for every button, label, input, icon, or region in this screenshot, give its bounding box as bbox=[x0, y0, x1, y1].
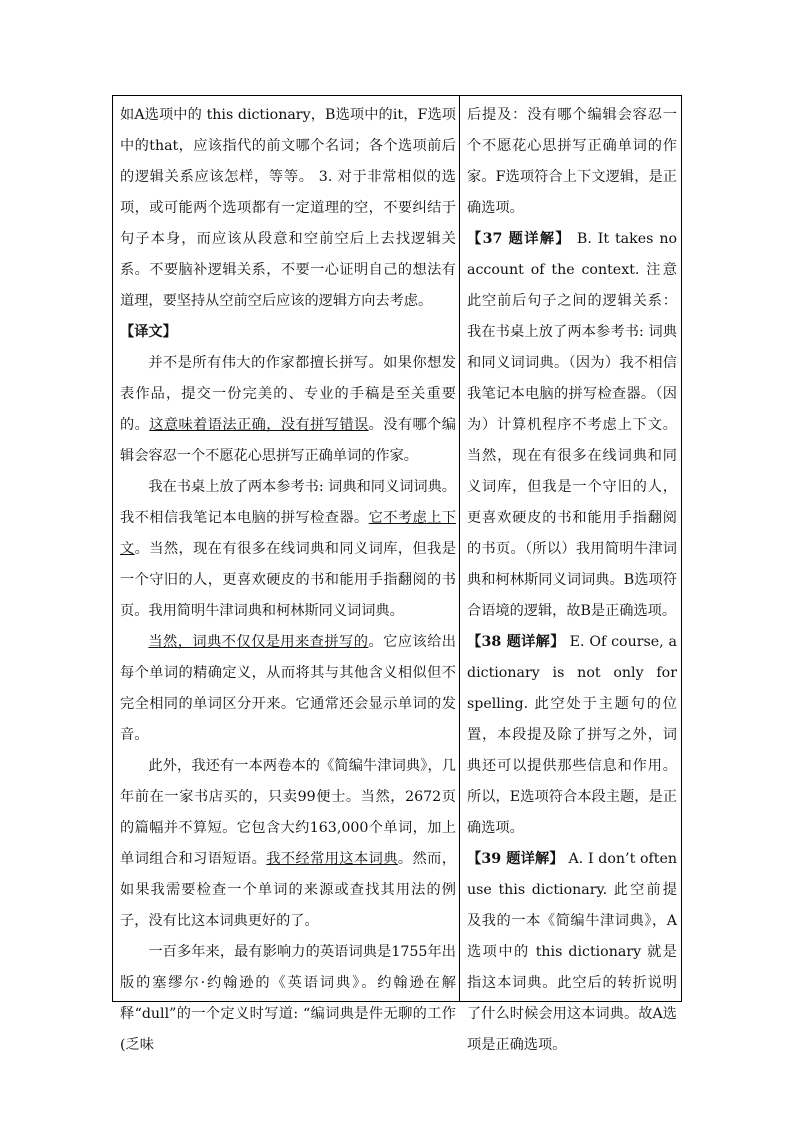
right-column bbox=[460, 96, 681, 1053]
q36-tail: 后提及：没有哪个编辑会容忍一个不愿花心思拼写正确单词的作家。F选项符合上下文逻辑，是正确选项。 bbox=[467, 107, 677, 216]
underlined-answer-37: 它不考虑上下文 bbox=[120, 510, 456, 557]
translation-heading: 【译文】 bbox=[120, 324, 177, 340]
translation-para-2: 我在书桌上放了两本参考书: 词典和同义词词典。我不相信我笔记本电脑的拼写检查器。它不考虑上下文。当然，现在有很多在线词典和同义词库，但我是一个守旧的人，更喜欢硬皮的书和能用手指翻阅的书页。我用简明牛津词典和柯林斯同义词词典。 bbox=[120, 479, 456, 619]
q38-explanation: 【38 题详解】 E. Of course, a dictionary is not only for spelling. 此空处于主题句的位置，本段提及除了拼写之外，词典还可以提供那些信息和作用。所以，E选项符合本段主题，是正确选项。 bbox=[467, 634, 678, 836]
content-table bbox=[112, 95, 682, 1053]
q38-heading: 【38 题详解】 bbox=[467, 634, 565, 650]
q37-explanation: 【37 题详解】 B. It takes no account of the context. 注意此空前后句子之间的逻辑关系：我在书桌上放了两本参考书: 词典和同义词词典。（因为）我不相信我笔记本电脑的拼写检查器。（因为）计算机程序不考虑上下文。当然，现在有很多在线词典和同义词库，但我是一个守旧的人，更喜欢硬皮的书和能用手指翻阅的书页。（所以）我用简明牛津词典和柯林斯同义词词典。B选项符合语境的逻辑，故B是正确选项。 bbox=[467, 231, 677, 619]
underlined-answer-36: 这意味着语法正确，没有拼写错误 bbox=[149, 417, 369, 433]
translation-para-5: 一百多年来，最有影响力的英语词典是1755年出版的塞缪尔·约翰逊的《英语词典》。约翰逊在解释“dull”的一个定义时写道: “编词典是件无聊的工作(乏味 bbox=[120, 944, 456, 1053]
translation-para-4: 此外，我还有一本两卷本的《简编牛津词典》，几年前在一家书店买的，只卖99便士。当然，2672页的篇幅并不算短。它包含大约163,000个单词，加上单词组合和习语短语。我不经常用这本词典。然而，如果我需要检查一个单词的来源或查找其用法的例子，没有比这本词典更好的了。 bbox=[120, 758, 456, 929]
translation-para-3: 当然，词典不仅仅是用来查拼写的。它应该给出每个单词的精确定义，从而将其与其他含义相似但不完全相同的单词区分开来。它通常还会显示单词的发音。 bbox=[120, 634, 456, 743]
left-column bbox=[113, 96, 460, 1053]
translation-para-1: 并不是所有伟大的作家都擅长拼写。如果你想发表作品，提交一份完美的、专业的手稿是至关重要的。这意味着语法正确，没有拼写错误。没有哪个编辑会容忍一个不愿花心思拼写正确单词的作家。 bbox=[120, 355, 456, 464]
analysis-tips: 如A选项中的 this dictionary，B选项中的it，F选项中的that，应该指代的前文哪个名词；各个选项前后的逻辑关系应该怎样，等等。 3. 对于非常相似的选项，或可能两个选项都有一定道理的空，不要纠结于句子本身，而应该从段意和空前空后上去找逻辑关系。不要脑补逻辑关系，不要一心证明自己的想法有道理，要坚持从空前空后应该的逻辑方向去考虑。 bbox=[120, 107, 456, 309]
underlined-answer-38: 当然，词典不仅仅是用来查拼写的 bbox=[148, 634, 369, 650]
q37-heading: 【37 题详解】 bbox=[467, 231, 572, 247]
q39-explanation: 【39 题详解】 A. I don’t often use this dictionary. 此空前提及我的一本《简编牛津词典》，A选项中的 this dictionary 就是指这本词典。此空后的转折说明了什么时候会用这本词典。故A选项是正确选项。 bbox=[467, 851, 677, 1053]
q39-heading: 【39 题详解】 bbox=[467, 851, 564, 867]
underlined-answer-39: 我不经常用这本词典 bbox=[266, 851, 398, 867]
